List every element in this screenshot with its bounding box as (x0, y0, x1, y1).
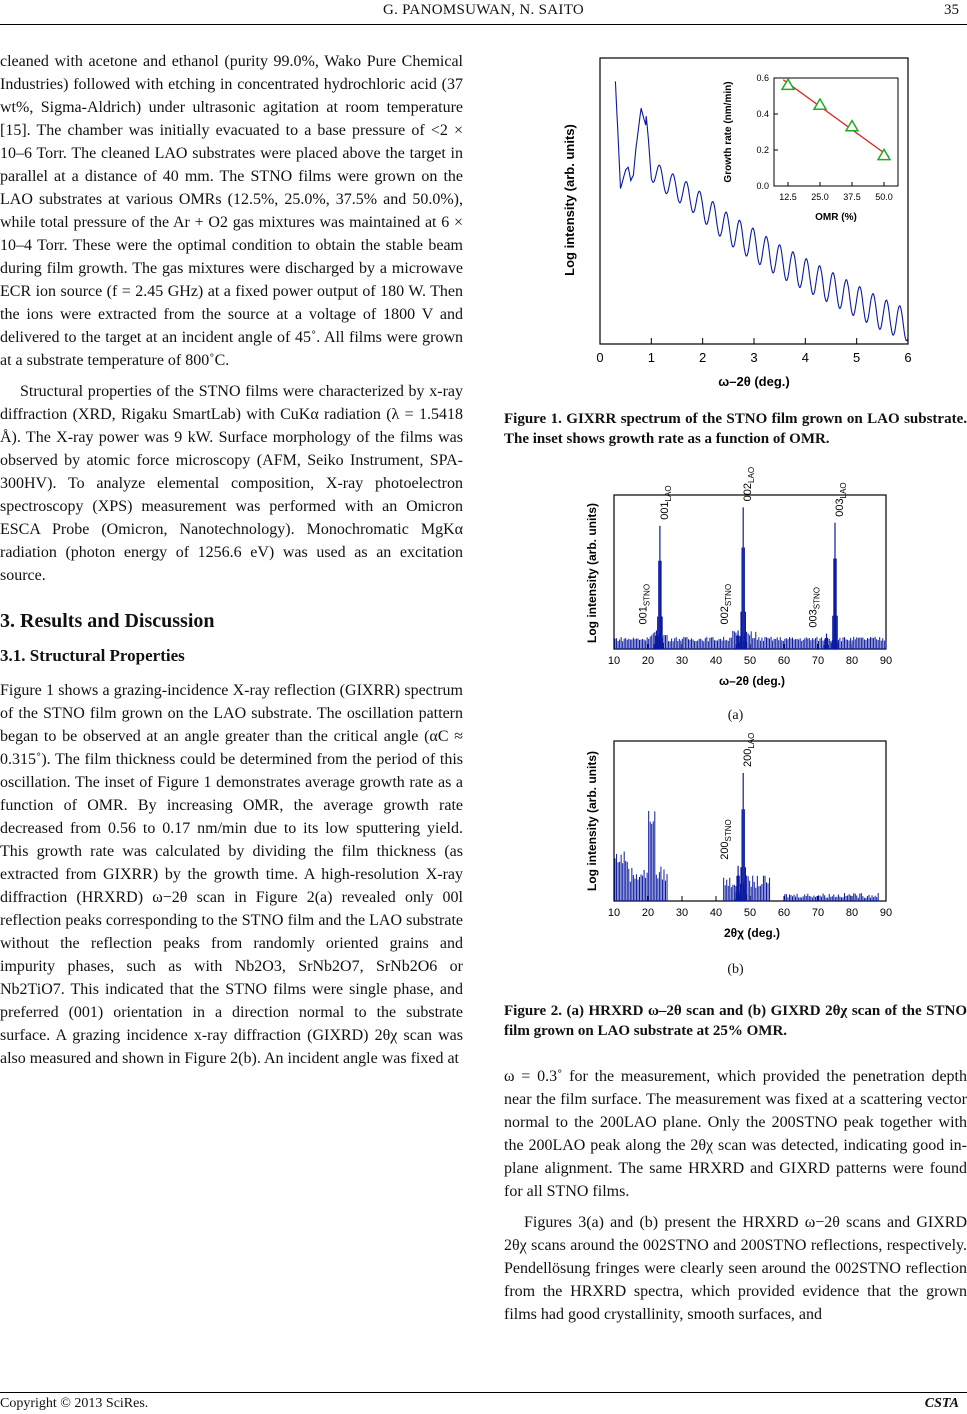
inset-x-tick-label: 50.0 (875, 192, 893, 202)
x-tick-label: 50 (743, 655, 757, 667)
x-tick-label: 70 (811, 655, 825, 667)
page-number: 35 (944, 2, 959, 18)
left-paragraph-2: Structural properties of the STNO films were characterized by x-ray diffraction (XRD, Rigaku SmartLab) with CuKα radiation (λ = 1.5418 Å). The X-ray power was 9 kW. Surface morphology of the films was observed by atomic force microscopy (AFM, Seiko Instrument, SPA-300HV). To analyze elemental composition, X-ray photoelectron spectroscopy (XPS) measurement was performed with an Omicron ESCA Probe (Omicron, Nanotechnology). Monochromatic MgKα radiation (photon energy of 1256.6 eV) was used as an excitation source. (0, 383, 464, 584)
inset-y-tick-label: 0.0 (756, 181, 769, 191)
x-tick-label: 60 (777, 655, 791, 667)
inset-fit-line (783, 80, 889, 157)
figure-2a-label: (a) (727, 708, 744, 723)
inset-x-label: OMR (%) (815, 212, 857, 223)
x-tick-label: 80 (845, 907, 859, 919)
peak-label: $003_{LAO}$ (834, 482, 848, 517)
x-tick-label: 40 (709, 655, 723, 667)
footer-rule (0, 1392, 967, 1393)
x-axis-label: ω–2θ (deg.) (718, 374, 790, 389)
figure-1-caption: Figure 1. GIXRR spectrum of the STNO film grown on LAO substrate. The inset shows growth rate as a function of OMR. (504, 411, 967, 447)
inset-data-point (878, 149, 890, 159)
y-axis-label: Log intensity (arb. units) (585, 503, 599, 643)
x-tick-label: 30 (675, 907, 689, 919)
y-axis-label: Log intensity (arb. units) (585, 751, 599, 891)
x-tick-label: 5 (853, 350, 861, 365)
copyright: Copyright © 2013 SciRes. (0, 1396, 149, 1411)
inset-frame (774, 78, 898, 186)
figure-1-chart (504, 50, 967, 390)
figure-2b-label: (b) (727, 962, 744, 977)
peak-label: $001_{LAO}$ (658, 485, 673, 520)
right-column (504, 50, 967, 1326)
x-tick-label: 20 (641, 655, 655, 667)
inset-y-tick-label: 0.6 (756, 73, 769, 83)
header-rule (0, 24, 967, 25)
journal-name: CSTA (924, 1396, 959, 1411)
plot-frame (614, 495, 886, 649)
subsection-heading: 3.1. Structural Properties (0, 646, 185, 665)
figure-2b-chart (504, 733, 967, 943)
right-paragraph-1: ω = 0.3˚ for the measurement, which provided the penetration depth near the film surface. The measurement was fixed at a scattering vector normal to the 200LAO plane. Only the 200STNO peak together with the 200LAO peak along the 2θχ scan was detected, indicating good in-plane alignment. The same HRXRD and GIXRD patterns were found for all STNO films. (504, 1068, 967, 1200)
x-axis-label: ω–2θ (deg.) (719, 674, 785, 688)
left-paragraph-1: cleaned with acetone and ethanol (purity 99.0%, Wako Pure Chemical Industries) followed with etching in concentrated hydrochloric acid (37 wt%, Sigma-Aldrich) under ultrasonic agitation at room temperature [15]. The chamber was initially evacuated to a base pressure of <2 × 10–6 Torr. The cleaned LAO substrates were placed above the target in parallel at a distance of 40 mm. The STNO films were grown on the LAO substrates at various OMRs (12.5%, 25.0%, 37.5% and 50.0%), while total pressure of the Ar + O2 gas mixtures was maintained at 6 × 10–4 Torr. These were the optimal condition to obtain the stable beam during film growth. The gas mixtures were discharged by a microwave ECR ion source (f = 2.45 GHz) at a fixed power output of 180 W. Then the ions were extracted from the source at a voltage of 1800 V and delivered to the target at an incident angle of 45˚. All films were grown at a substrate temperature of 800˚C. (0, 53, 463, 369)
peak-label: $200_{STNO}$ (719, 819, 734, 860)
x-tick-label: 1 (647, 350, 655, 365)
section-heading: 3. Results and Discussion (0, 610, 215, 632)
peak-label: $200_{LAO}$ (742, 732, 757, 767)
running-title: G. PANOMSUWAN, N. SAITO (382, 2, 585, 18)
right-paragraph-2: Figures 3(a) and (b) present the HRXRD ω−2θ scans and GIXRD 2θχ scans around the 002STNO and 200STNO reflections, respectively. Pendellösung fringes were clearly seen around the 002STNO reflection from the HRXRD spectra, which provided evidence that the grown films had good crystallinity, smooth surfaces, and (504, 1214, 967, 1323)
inset-data-point (846, 121, 858, 131)
x-tick-label: 30 (675, 655, 689, 667)
inset-y-label: Growth rate (nm/min) (723, 81, 734, 183)
peak-label: $002_{LAO}$ (742, 466, 757, 502)
x-tick-label: 6 (904, 350, 912, 365)
running-header (0, 0, 967, 26)
x-tick-label: 90 (879, 655, 893, 667)
figure-2-caption: Figure 2. (a) HRXRD ω–2θ scan and (b) GIXRD 2θχ scan of the STNO film grown on LAO substrate at 25% OMR. (504, 1003, 967, 1039)
x-tick-label: 3 (750, 350, 758, 365)
x-tick-label: 0 (596, 350, 604, 365)
peak-label: $002_{STNO}$ (719, 583, 734, 625)
inset-x-tick-label: 25.0 (811, 192, 829, 202)
left-paragraph-3: Figure 1 shows a grazing-incidence X-ray reflection (GIXRR) spectrum of the STNO film grown on the LAO substrate. The oscillation pattern began to be observed at an angle greater than the critical angle (αC ≈ 0.315˚). The film thickness could be determined from the period of this oscillation. The inset of Figure 1 demonstrates average growth rate as a function of OMR. By increasing OMR, the average growth rate decreased from 0.56 to 0.17 nm/min due to its low sputtering yield. This growth rate was calculated by dividing the film thickness (as extracted from GIXRR) by the growth time. A high-resolution X-ray diffraction (HRXRD) ω−2θ scan in Figure 2(a) revealed only 00l reflection peaks corresponding to the STNO film and the LAO substrate without the reflection peaks from randomly oriented grains and impurity phases, such as with Nb2O3, SrNb2O7, SrNb2O6 or Nb2TiO7. This indicated that the STNO films were single phase, and preferred (001) orientation in a direction normal to the substrate surface. A grazing incidence x-ray diffraction (GIXRD) 2θχ scan was also measured and shown in Figure 2(b). An incident angle was fixed at (0, 682, 463, 1067)
x-tick-label: 80 (845, 655, 859, 667)
x-tick-label: 90 (879, 907, 893, 919)
peak-label: $003_{STNO}$ (807, 587, 822, 628)
peak-label: $001_{STNO}$ (637, 583, 652, 625)
x-tick-label: 2 (699, 350, 707, 365)
figure-2a-chart (504, 466, 967, 693)
inset-x-tick-label: 37.5 (843, 192, 861, 202)
plot-frame (600, 58, 908, 344)
y-axis-label: Log intensity (arb. units) (562, 124, 577, 276)
x-tick-label: 10 (607, 907, 621, 919)
x-tick-label: 70 (811, 907, 825, 919)
left-column (0, 50, 463, 1070)
x-tick-label: 20 (641, 907, 655, 919)
x-tick-label: 40 (709, 907, 723, 919)
x-tick-label: 60 (777, 907, 791, 919)
inset-y-tick-label: 0.4 (756, 109, 769, 119)
x-axis-label: 2θχ (deg.) (723, 926, 781, 940)
x-tick-label: 50 (743, 907, 757, 919)
inset-x-tick-label: 12.5 (779, 192, 797, 202)
gixrr-curve (615, 81, 908, 340)
x-tick-label: 10 (607, 655, 621, 667)
inset-y-tick-label: 0.2 (756, 145, 769, 155)
x-tick-label: 4 (801, 350, 809, 365)
